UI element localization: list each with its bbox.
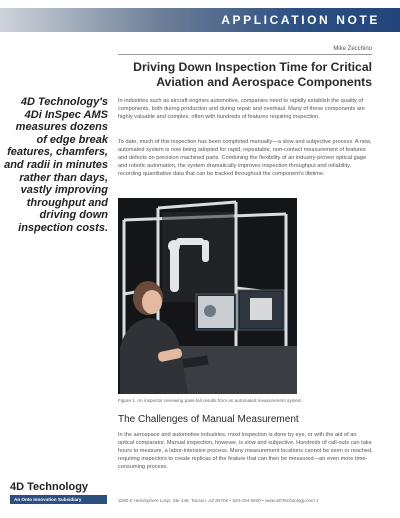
- body-paragraph: To date, much of this inspection has been completed manually—a slow and subjective process. A new, automated system is now being adopted for rapid, repeatable, non-contact measurement of features and defects on precision machined parts. Combining the flexibility of an industry-proven optical gage and robotic automation, the system dramatically improves inspection throughput and reliability, recording quantitative data that can be tracked throughout the component's lifetime.: [118, 139, 372, 177]
- title-rule: [118, 54, 372, 55]
- application-note-banner: [0, 8, 400, 32]
- banner-label: APPLICATION NOTE: [221, 13, 380, 27]
- page-title: Driving Down Inspection Time for Critical Aviation and Aerospace Components: [133, 60, 372, 89]
- pull-quote: 4D Technology's 4Di InSpec AMS measures dozens of edge break features, chamfers, and radii in minutes rather than days, vastly improving throughput and driving down inspection costs.: [4, 96, 108, 234]
- logo-tagline: An Onto Innovation Subsidiary: [14, 496, 82, 502]
- section-paragraph: In the aerospace and automotive industries, most inspection is done by eye, or with the aid of an optical comparator. Manual inspection, however, is slow and subjective. Hundreds of call-outs can take hours to measure, a labor-intensive process. Many measurement locations cannot be seen or reached, requiring inspectors to create replicas of the feature that can then be measured—an even more time-consuming process.: [118, 432, 373, 470]
- intro-paragraph: In industries such as aircraft engines automotive, companies need to rapidly establish the quality of components, both during production and during repair and overhaul. Many of these components are highly valuable and complex, often with hundreds of features requiring inspection.: [118, 98, 365, 120]
- footer-contact: 3280 E Hemisphere Loop, Ste 146, Tucson, AZ 85706 • 520-294-5600 • www.4DTechnology.com 1: [118, 498, 319, 503]
- company-logo: 4D Technology: [10, 481, 89, 493]
- figure-caption: Figure 1. An inspector reviewing pass-fail results from an automated measurement system.: [118, 398, 303, 403]
- author-name: Mike Zecchino: [333, 46, 372, 52]
- section-heading: The Challenges of Manual Measurement: [118, 414, 299, 425]
- inspector-photo-illustration: [118, 198, 297, 394]
- inspector-photo: [118, 198, 297, 394]
